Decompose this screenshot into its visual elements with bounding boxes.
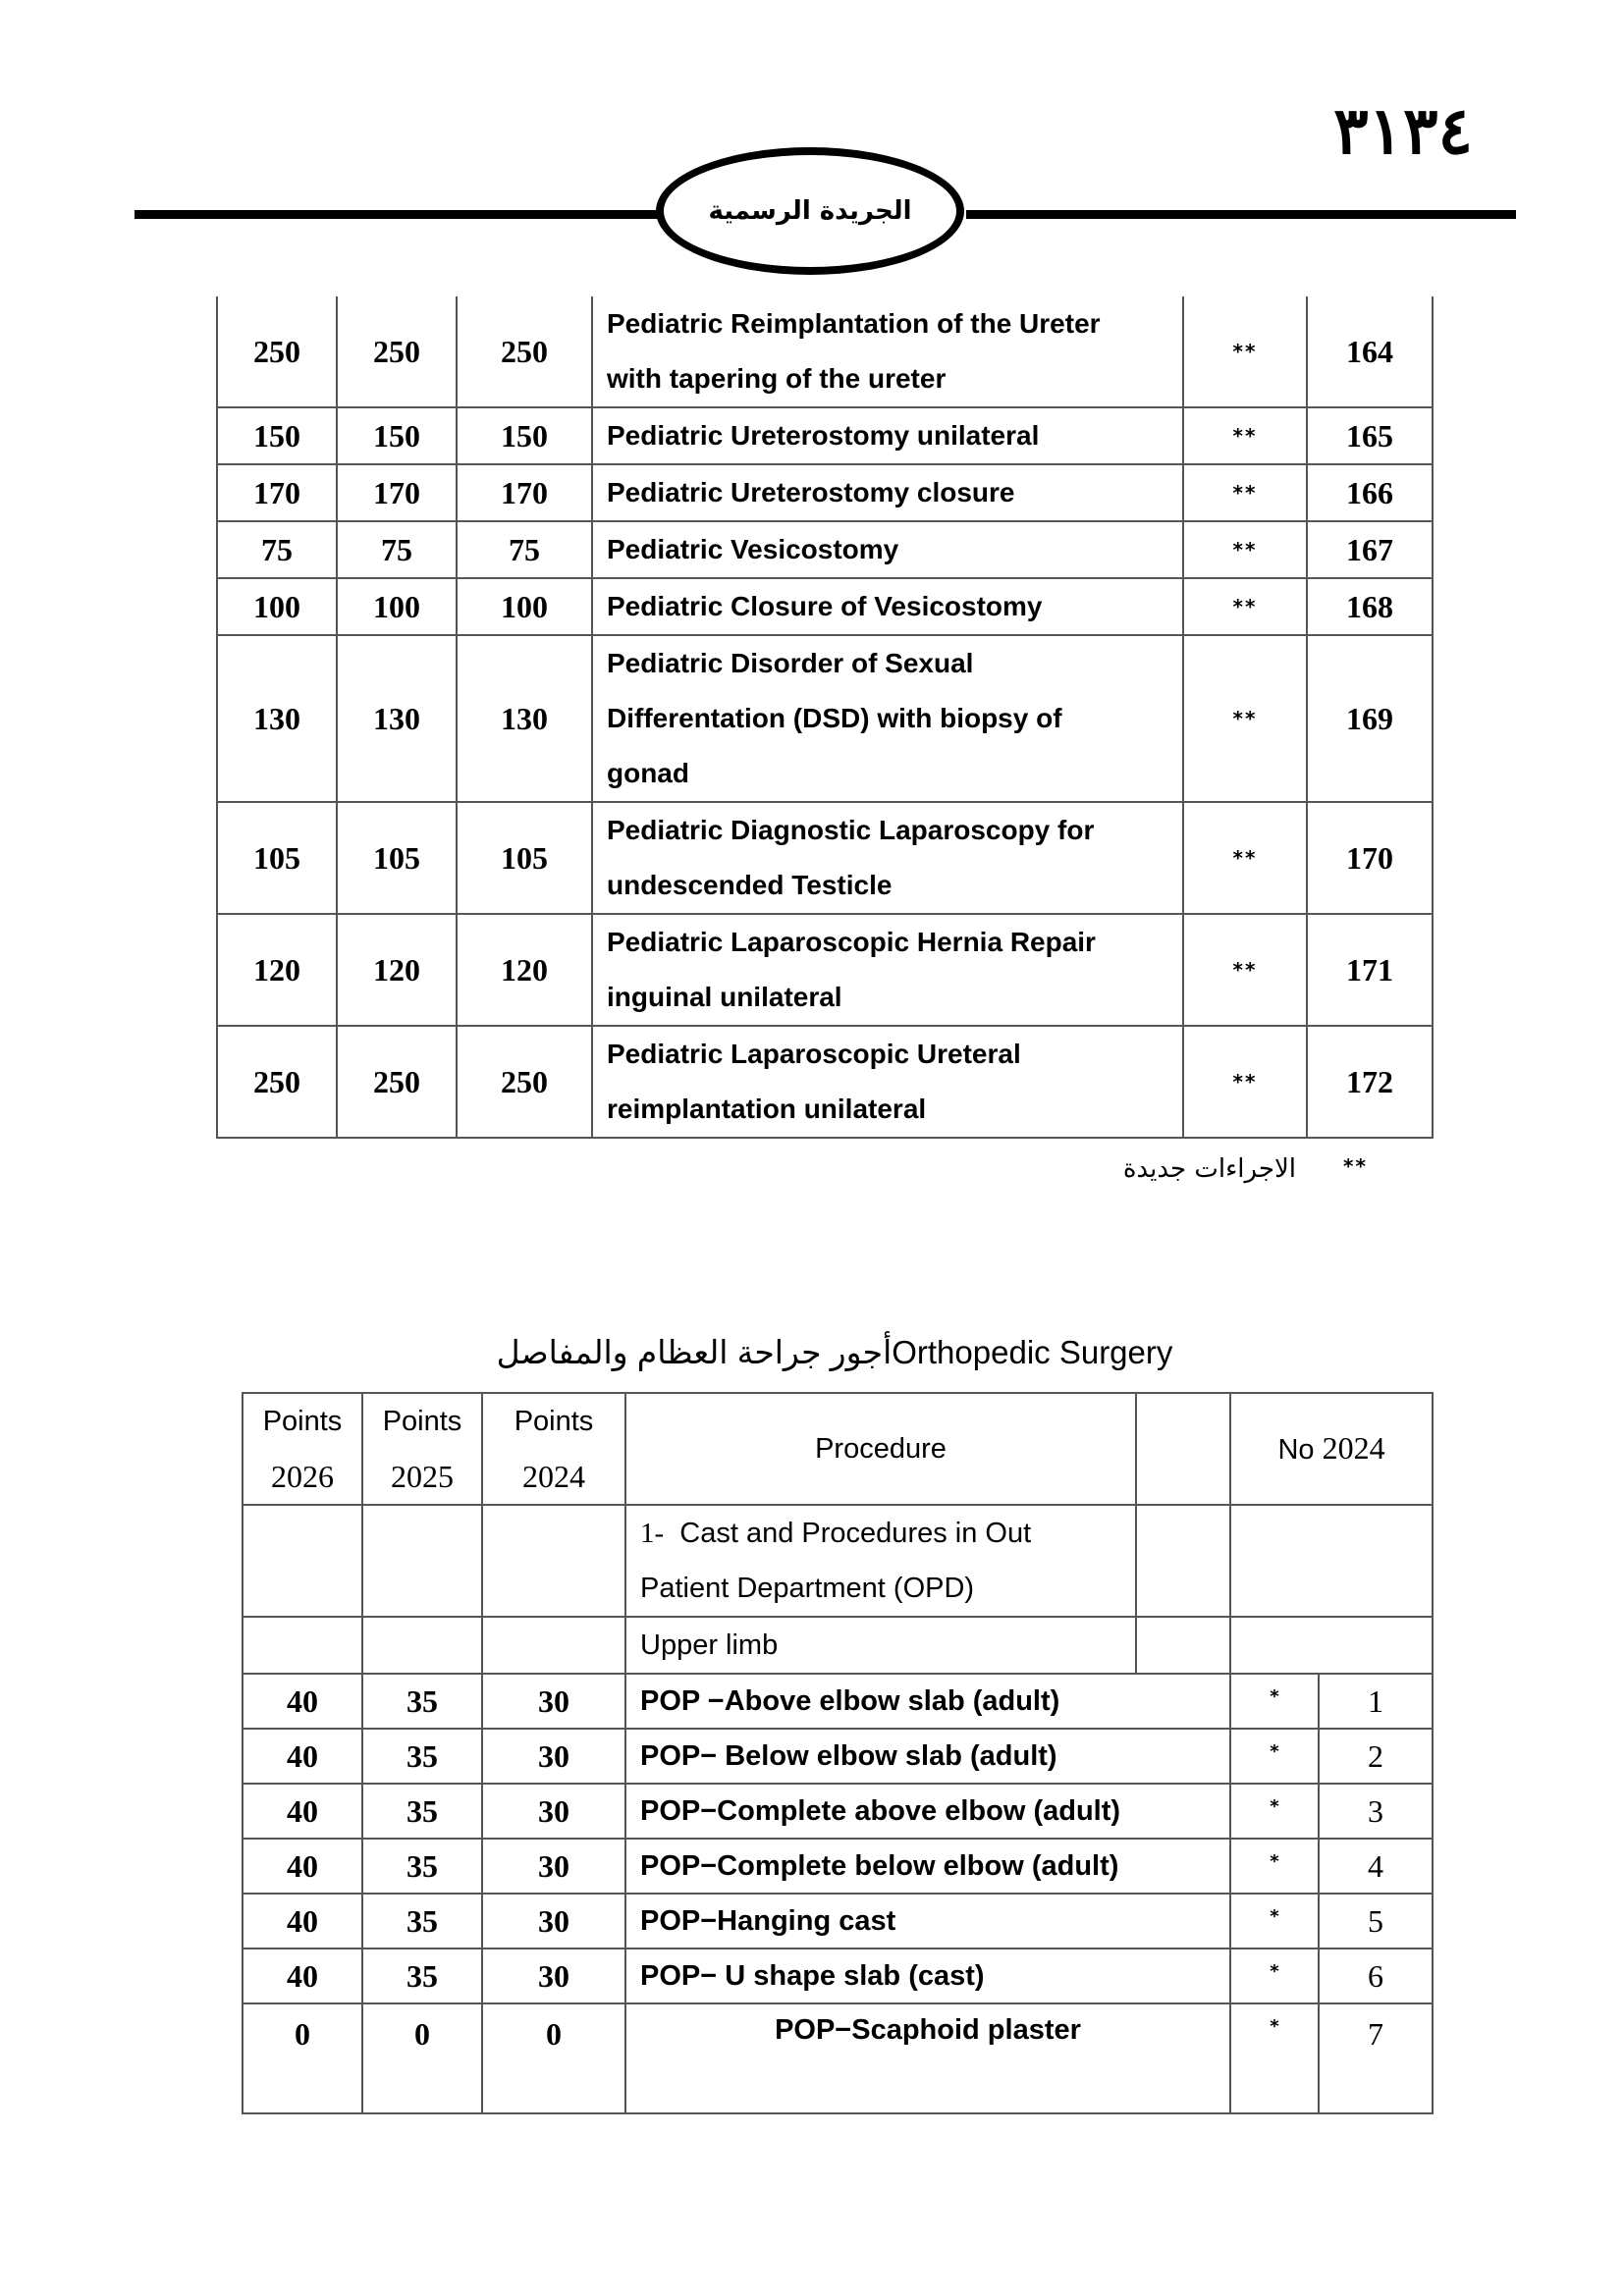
header-no-label: No <box>1277 1434 1315 1466</box>
row-number-cell: 168 <box>1307 578 1433 635</box>
header-no <box>1230 1393 1433 1505</box>
points-2024-cell: 0 <box>482 2003 625 2113</box>
procedure-cell: POP−Hanging cast <box>625 1894 1230 1949</box>
points-2026-cell: 100 <box>217 578 337 635</box>
procedure-cell: POP−Complete below elbow (adult) <box>625 1839 1230 1894</box>
points-2024-cell: 30 <box>482 1784 625 1839</box>
procedure-line: with tapering of the ureter <box>607 363 947 394</box>
points-2025-cell: 130 <box>337 635 457 802</box>
empty-cell <box>1230 1617 1433 1674</box>
points-2025-cell: 150 <box>337 407 457 464</box>
procedure-line: undescended Testicle <box>607 870 893 900</box>
header-points-label: Points <box>514 1406 594 1437</box>
new-procedure-mark: ** <box>1183 578 1307 635</box>
procedure-cell <box>592 578 1183 635</box>
procedure-line: Differentation (DSD) with biopsy of <box>607 703 1062 733</box>
header-year: 2024 <box>522 1459 585 1494</box>
procedure-cell: POP−Scaphoid plaster <box>625 2003 1230 2113</box>
mark-cell: * <box>1230 1894 1319 1949</box>
points-2024-cell: 30 <box>482 1674 625 1729</box>
empty-cell <box>1136 1505 1230 1617</box>
procedure-line: Pediatric Diagnostic Laparoscopy for <box>607 815 1095 845</box>
row-number-cell: 6 <box>1319 1949 1433 2003</box>
points-2025-cell: 100 <box>337 578 457 635</box>
table-header-row <box>243 1393 1433 1505</box>
new-procedure-mark: ** <box>1183 914 1307 1026</box>
points-2024-cell: 150 <box>457 407 592 464</box>
table-row <box>217 521 1433 578</box>
new-procedure-mark: ** <box>1183 1026 1307 1138</box>
points-2026-cell: 150 <box>217 407 337 464</box>
row-number-cell: 171 <box>1307 914 1433 1026</box>
orthopedic-section-title: أجور جراحة العظام والمفاصلOrthopedic Surgery <box>496 1334 1173 1370</box>
points-2025-cell: 35 <box>362 1729 482 1784</box>
points-2026-cell: 105 <box>217 802 337 914</box>
procedure-line: Pediatric Vesicostomy <box>607 534 899 564</box>
mark-cell: * <box>1230 1674 1319 1729</box>
header-points-label: Points <box>262 1406 343 1437</box>
table-row <box>243 1729 1433 1784</box>
points-2025-cell: 120 <box>337 914 457 1026</box>
gazette-title: الجريدة الرسمية <box>708 196 912 226</box>
header-rule-left <box>135 210 658 219</box>
points-2025-cell: 250 <box>337 296 457 407</box>
header-points-label: Points <box>382 1406 462 1437</box>
points-2026-cell: 250 <box>217 1026 337 1138</box>
points-2025-cell: 105 <box>337 802 457 914</box>
points-2024-cell: 120 <box>457 914 592 1026</box>
points-2024-cell: 30 <box>482 1839 625 1894</box>
header-year: 2025 <box>391 1459 454 1494</box>
points-2024-cell: 130 <box>457 635 592 802</box>
procedure-line: Pediatric Laparoscopic Ureteral <box>607 1039 1021 1069</box>
procedure-line: Pediatric Disorder of Sexual <box>607 648 974 678</box>
table-row <box>217 635 1433 802</box>
points-2025-cell: 250 <box>337 1026 457 1138</box>
header-points-2026 <box>243 1393 362 1505</box>
row-number-cell: 167 <box>1307 521 1433 578</box>
row-number-cell: 164 <box>1307 296 1433 407</box>
table-row <box>243 2003 1433 2113</box>
mark-cell: * <box>1230 1784 1319 1839</box>
header-no-year: 2024 <box>1322 1430 1385 1466</box>
section-heading <box>625 1505 1136 1617</box>
points-2025-cell: 35 <box>362 1949 482 2003</box>
procedure-line: gonad <box>607 758 689 788</box>
procedure-line: Pediatric Closure of Vesicostomy <box>607 591 1043 621</box>
new-procedure-mark: ** <box>1183 464 1307 521</box>
procedure-line: Pediatric Ureterostomy closure <box>607 477 1015 507</box>
pediatric-procedures-table <box>216 296 1434 1139</box>
row-number-cell: 170 <box>1307 802 1433 914</box>
empty-cell <box>362 1617 482 1674</box>
subsection-row <box>243 1617 1433 1674</box>
table-row <box>243 1894 1433 1949</box>
points-2026-cell: 40 <box>243 1729 362 1784</box>
empty-cell <box>243 1505 362 1617</box>
table-row <box>217 802 1433 914</box>
points-2024-cell: 30 <box>482 1949 625 2003</box>
mark-cell: * <box>1230 1949 1319 2003</box>
mark-cell: * <box>1230 2003 1319 2113</box>
points-2026-cell: 0 <box>243 2003 362 2113</box>
table-row <box>217 296 1433 407</box>
points-2025-cell: 35 <box>362 1839 482 1894</box>
table-row <box>243 1839 1433 1894</box>
table-row <box>217 1026 1433 1138</box>
procedure-line: inguinal unilateral <box>607 982 842 1012</box>
new-procedure-mark: ** <box>1183 802 1307 914</box>
table-row <box>217 407 1433 464</box>
section-heading-line: Cast and Procedures in Out <box>679 1518 1032 1549</box>
empty-cell <box>1136 1617 1230 1674</box>
footnote-text: الاجراءات جديدة <box>1122 1154 1296 1184</box>
table-row <box>217 578 1433 635</box>
footnote-marker: ** <box>1343 1154 1368 1178</box>
procedure-line: Pediatric Laparoscopic Hernia Repair <box>607 927 1096 957</box>
points-2025-cell: 170 <box>337 464 457 521</box>
points-2026-cell: 40 <box>243 1674 362 1729</box>
header-year: 2026 <box>271 1459 334 1494</box>
section-heading-line: Patient Department (OPD) <box>640 1573 975 1604</box>
row-number-cell: 1 <box>1319 1674 1433 1729</box>
new-procedure-mark: ** <box>1183 635 1307 802</box>
procedure-cell <box>592 914 1183 1026</box>
points-2024-cell: 100 <box>457 578 592 635</box>
procedure-cell: POP− U shape slab (cast) <box>625 1949 1230 2003</box>
points-2025-cell: 35 <box>362 1894 482 1949</box>
points-2026-cell: 120 <box>217 914 337 1026</box>
row-number-cell: 4 <box>1319 1839 1433 1894</box>
procedure-cell: POP− Below elbow slab (adult) <box>625 1729 1230 1784</box>
empty-cell <box>482 1505 625 1617</box>
table-row <box>217 464 1433 521</box>
new-procedure-mark: ** <box>1183 407 1307 464</box>
points-2025-cell: 35 <box>362 1784 482 1839</box>
mark-cell: * <box>1230 1839 1319 1894</box>
header-points-2024 <box>482 1393 625 1505</box>
row-number-cell: 2 <box>1319 1729 1433 1784</box>
points-2024-cell: 250 <box>457 296 592 407</box>
points-2024-cell: 30 <box>482 1729 625 1784</box>
row-number-cell: 172 <box>1307 1026 1433 1138</box>
row-number-cell: 165 <box>1307 407 1433 464</box>
page-number: ٣١٣٤ <box>1333 92 1473 169</box>
points-2026-cell: 75 <box>217 521 337 578</box>
header-procedure: Procedure <box>625 1393 1136 1505</box>
procedure-line: Pediatric Reimplantation of the Ureter <box>607 308 1101 339</box>
procedure-cell <box>592 635 1183 802</box>
procedure-cell <box>592 802 1183 914</box>
points-2024-cell: 105 <box>457 802 592 914</box>
procedure-cell <box>592 464 1183 521</box>
procedure-cell <box>592 296 1183 407</box>
points-2024-cell: 30 <box>482 1894 625 1949</box>
row-number-cell: 7 <box>1319 2003 1433 2113</box>
procedure-line: Pediatric Ureterostomy unilateral <box>607 420 1040 451</box>
points-2026-cell: 40 <box>243 1949 362 2003</box>
new-procedure-mark: ** <box>1183 296 1307 407</box>
points-2026-cell: 250 <box>217 296 337 407</box>
section-number: 1- <box>640 1518 665 1549</box>
header-rule-right <box>966 210 1516 219</box>
points-2024-cell: 170 <box>457 464 592 521</box>
table-row <box>243 1949 1433 2003</box>
header-mark <box>1136 1393 1230 1505</box>
points-2026-cell: 40 <box>243 1839 362 1894</box>
points-2024-cell: 250 <box>457 1026 592 1138</box>
procedure-line: reimplantation unilateral <box>607 1094 927 1124</box>
subsection-label: Upper limb <box>625 1617 1136 1674</box>
row-number-cell: 169 <box>1307 635 1433 802</box>
procedure-cell <box>592 521 1183 578</box>
empty-cell <box>482 1617 625 1674</box>
table-row <box>217 914 1433 1026</box>
points-2026-cell: 40 <box>243 1784 362 1839</box>
procedure-cell <box>592 1026 1183 1138</box>
points-2026-cell: 170 <box>217 464 337 521</box>
procedure-cell <box>592 407 1183 464</box>
points-2025-cell: 0 <box>362 2003 482 2113</box>
row-number-cell: 166 <box>1307 464 1433 521</box>
points-2025-cell: 35 <box>362 1674 482 1729</box>
table-row <box>243 1784 1433 1839</box>
empty-cell <box>362 1505 482 1617</box>
empty-cell <box>243 1617 362 1674</box>
header-points-2025 <box>362 1393 482 1505</box>
orthopedic-procedures-table <box>242 1392 1434 2114</box>
points-2026-cell: 130 <box>217 635 337 802</box>
procedure-cell: POP−Complete above elbow (adult) <box>625 1784 1230 1839</box>
points-2026-cell: 40 <box>243 1894 362 1949</box>
mark-cell: * <box>1230 1729 1319 1784</box>
new-procedure-mark: ** <box>1183 521 1307 578</box>
gazette-title-oval <box>656 147 964 275</box>
table-row <box>243 1674 1433 1729</box>
empty-cell <box>1230 1505 1433 1617</box>
points-2025-cell: 75 <box>337 521 457 578</box>
row-number-cell: 5 <box>1319 1894 1433 1949</box>
row-number-cell: 3 <box>1319 1784 1433 1839</box>
points-2024-cell: 75 <box>457 521 592 578</box>
procedure-cell: POP −Above elbow slab (adult) <box>625 1674 1230 1729</box>
section-heading-row <box>243 1505 1433 1617</box>
